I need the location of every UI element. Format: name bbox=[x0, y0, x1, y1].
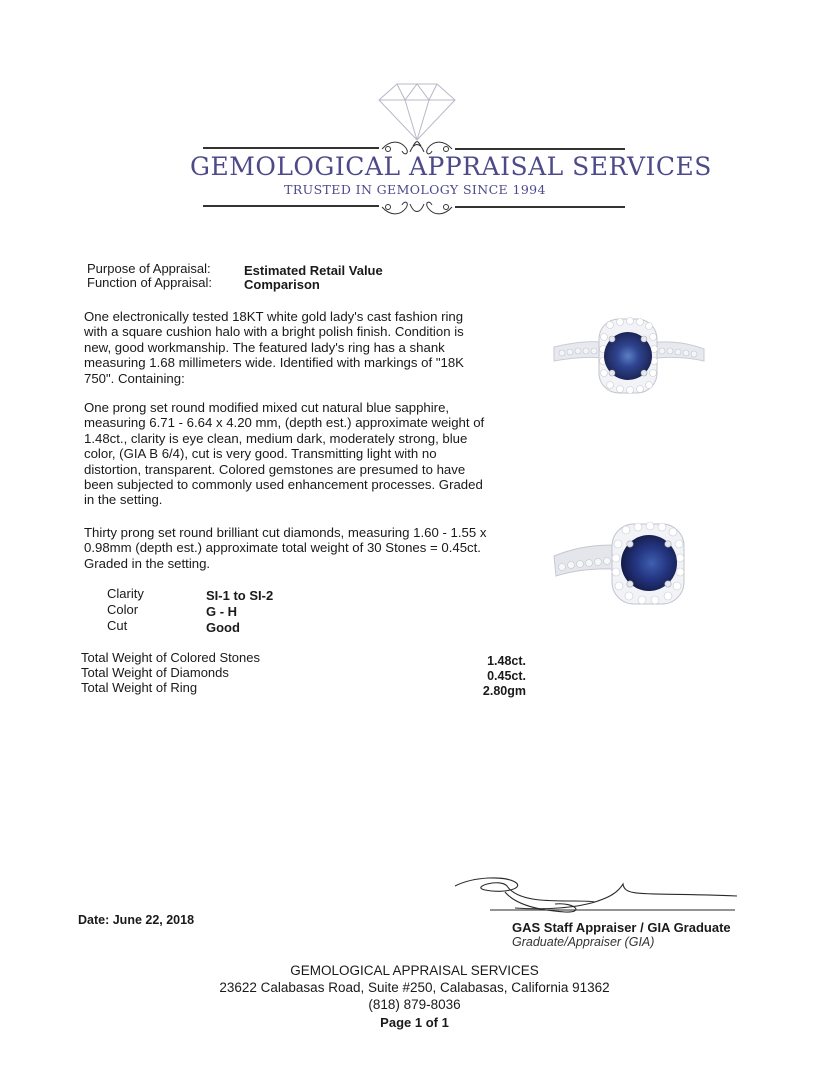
diamonds-description: Thirty prong set round brilliant cut diamonds, measuring 1.60 - 1.55 x 0.98mm (depth est.) approximate total weight of 30 Stones = 0.45ct. Graded in the setting. bbox=[84, 525, 487, 571]
total-weight-colored-stones-value: 1.48ct. bbox=[487, 654, 526, 668]
footer-phone: (818) 879-8036 bbox=[368, 997, 461, 1012]
footer-company: GEMOLOGICAL APPRAISAL SERVICES bbox=[290, 963, 539, 978]
grade-value-clarity: SI-1 to SI-2 bbox=[206, 588, 274, 603]
company-name: GEMOLOGICAL APPRAISAL SERVICES bbox=[190, 152, 712, 181]
grade-value-color: G - H bbox=[206, 604, 238, 619]
header-rule bbox=[203, 147, 379, 149]
flourish-ornament-icon bbox=[380, 196, 454, 218]
function-label: Function of Appraisal: bbox=[87, 275, 213, 290]
purpose-value: Estimated Retail Value bbox=[244, 263, 383, 278]
total-weight-diamonds-label: Total Weight of Diamonds bbox=[81, 665, 229, 680]
purpose-label: Purpose of Appraisal: bbox=[87, 261, 211, 276]
grade-label-color: Color bbox=[107, 602, 139, 617]
signature-icon bbox=[445, 872, 740, 920]
function-value: Comparison bbox=[244, 277, 320, 292]
header-rule bbox=[455, 206, 625, 208]
total-weight-ring-label: Total Weight of Ring bbox=[81, 680, 198, 695]
ring-description: One electronically tested 18KT white gold lady's cast fashion ring with a square cushion halo with a bright polish finish. Condition is new, good workmanship. The featured lady's ring has a shank measuring 1.68 millimeters wide. Identified with markings of "18K 750". Containing: bbox=[84, 309, 464, 386]
grade-value-cut: Good bbox=[206, 620, 240, 635]
grade-label-clarity: Clarity bbox=[107, 586, 144, 601]
total-weight-diamonds-value: 0.45ct. bbox=[487, 669, 526, 683]
appraiser-title: GAS Staff Appraiser / GIA Graduate bbox=[512, 920, 731, 935]
header-rule bbox=[455, 148, 625, 150]
ring-photo-top-view bbox=[548, 305, 708, 405]
total-weight-colored-stones-label: Total Weight of Colored Stones bbox=[81, 650, 260, 665]
total-weight-ring-value: 2.80gm bbox=[482, 684, 526, 698]
appraisal-date: Date: June 22, 2018 bbox=[78, 913, 195, 927]
footer-address: 23622 Calabasas Road, Suite #250, Calabasas, California 91362 bbox=[219, 980, 610, 995]
sapphire-description: One prong set round modified mixed cut natural blue sapphire, measuring 6.71 - 6.64 x 4.20 mm, (depth est.) approximate weight of 1.48ct., clarity is eye clean, medium dark, moderately strong, blue color, (GIA B 6/4), cut is very good. Transmitting light with no distortion, transparent. Colored gemstones are presumed to have been subjected to commonly used enhancement processes. Graded in the setting. bbox=[84, 400, 485, 508]
header-rule bbox=[203, 205, 379, 207]
company-tagline: TRUSTED IN GEMOLOGY SINCE 1994 bbox=[284, 182, 546, 197]
grade-label-cut: Cut bbox=[107, 618, 128, 633]
page-number: Page 1 of 1 bbox=[380, 1015, 449, 1030]
appraiser-subtitle: Graduate/Appraiser (GIA) bbox=[512, 935, 655, 949]
diamond-icon bbox=[377, 82, 457, 142]
ring-photo-angled-view bbox=[548, 512, 708, 612]
